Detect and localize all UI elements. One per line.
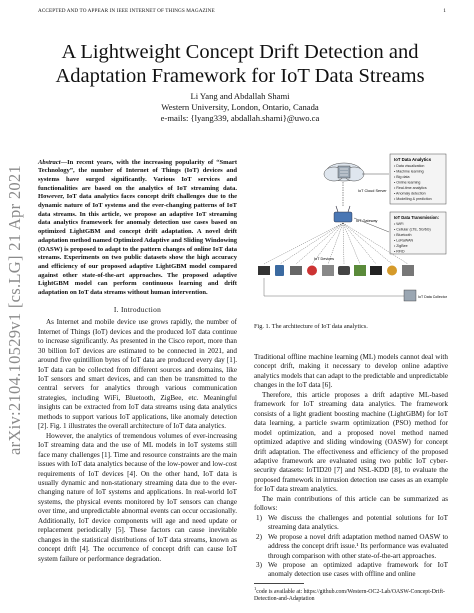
- affiliation: Western University, London, Ontario, Canada: [161, 102, 319, 112]
- footnote: [254, 585, 448, 603]
- figure-caption: Fig. 1. The architecture of IoT data analytics.: [254, 323, 368, 330]
- transmission-item: • Bluetooth: [394, 233, 412, 237]
- bulb-icon: [387, 266, 397, 276]
- right-column: [254, 353, 448, 580]
- laptop-icon: [258, 266, 270, 275]
- page-number: 1: [443, 8, 446, 14]
- analytics-item: • Modelling & prediction: [394, 197, 432, 201]
- contributions-list: [254, 514, 448, 580]
- analytics-item: • Big data: [394, 175, 410, 179]
- analytics-item: • Real-time analytics: [394, 186, 427, 190]
- abstract-label: Abstract: [38, 158, 61, 166]
- journal-header: ACCEPTED AND TO APPEAR IN IEEE INTERNET OF THINGS MAGAZINE: [38, 8, 215, 14]
- abstract: [38, 159, 237, 298]
- analytics-item: • Data visualization: [394, 164, 425, 168]
- transmission-item: • WiFi: [394, 222, 404, 226]
- gateway-icon: [334, 212, 352, 222]
- tv-icon: [370, 266, 382, 275]
- appliance-icon: [322, 265, 334, 276]
- right-paragraph-1: Traditional offline machine learning (ML) models cannot deal with concept drift, making it necessary to develop online adaptive analytics models that can adapt to the predictable and unpredictable changes in the IoT data [6].: [254, 353, 448, 390]
- intro-paragraph-1: As Internet and mobile device use grows rapidly, the number of Internet of Things (IoT) devices and the produced IoT data continue to increase significantly. As presented in the Cisco report, more than 30 billion IoT devices are estimated to be connected in 2021, and around five quintillion bytes of IoT data are produced every day [1]. IoT data can be collected from different sources and domains, like IoT sensors and smart devices, and can then be transmitted to the central servers for analytics through various communication strategies, including WiFi, Bluetooth, ZigBee, etc. Meaningful insights can be extracted from IoT data streams using data analytics methods to support various IoT applications, like anomaly detection [2]. Fig. 1 illustrates the overall architecture of IoT data analytics.: [38, 318, 237, 431]
- analytics-item: • Anomaly detection: [394, 191, 426, 196]
- list-item: 2) We propose a novel drift adaptation method named OASW to address the concept drift issue.¹ Its performance was evaluated through comparison with other state-of-the-art approaches.: [256, 532, 448, 560]
- intro-paragraph-2: However, the analytics of tremendous volumes of ever-increasing IoT streaming data and the use of ML models in IoT systems still face many challenges [1]. Time and resource constraints are the main issues with IoT data analytics because of the low-power and low-cost requirements of IoT devices [4]. On the other hand, IoT data is usually dynamic and non-stationary streaming data due to the ever-changing nature of IoT systems and applications. In real-world IoT systems, the physical events monitored by IoT sensors can change over time, and unpredictable abnormal events can occur occasionally. Additionally, IoT device components will age and need update or replacement periodically [5]. These factors can cause inevitable changes in the statistical distributions of IoT data streams, known as concept drift [4]. The occurrence of concept drift can cause IoT system failure or performance degradation.: [38, 431, 237, 563]
- list-item: 1) We discuss the challenges and potential solutions for IoT streaming data analytics.: [256, 513, 448, 532]
- analytics-box-title: IoT Data Analytics: [394, 157, 432, 162]
- cloud-server-label: IoT Cloud Server: [358, 189, 387, 193]
- title-line-2: Adaptation Framework for IoT Data Streams: [55, 65, 425, 87]
- transmission-item: • Cellular (LTE, 5G/6G): [394, 227, 431, 232]
- list-item: 3) We propose an optimized adaptive framework for IoT anomaly detection use cases with offline and online: [256, 560, 448, 579]
- architecture-figure: [254, 152, 448, 312]
- paper-title: [30, 40, 450, 88]
- camera-icon: [290, 266, 302, 275]
- author-emails: e-mails: {lyang339, abdallah.shami}@uwo.ca: [160, 113, 320, 123]
- authors: Li Yang and Abdallah Shami: [190, 91, 290, 101]
- device-row: [258, 265, 414, 276]
- arxiv-identifier: arXiv:2104.10529v1 [cs.LG] 21 Apr 2021: [5, 164, 24, 456]
- introduction-heading: I. Introduction: [113, 304, 162, 314]
- phone-icon: [275, 265, 284, 276]
- sensor-icon: [307, 266, 317, 276]
- architecture-diagram: [254, 152, 448, 312]
- watch-icon: [402, 265, 414, 276]
- footnote-divider: [254, 583, 304, 584]
- title-line-1: A Lightweight Concept Drift Detection and: [61, 41, 419, 63]
- analytics-item: • Online learning: [394, 180, 421, 185]
- car-icon: [338, 266, 350, 275]
- collector-icon: [404, 290, 416, 301]
- footnote-text: code is available at: https://github.com/Western-OC2-Lab/OASW-Concept-Drift-Detection-and-Adaptation: [254, 588, 445, 603]
- analytics-item: • Machine learning: [394, 169, 424, 174]
- collector-label: IoT Data Collector: [418, 295, 447, 299]
- transmission-item: • LoRaWAN: [394, 238, 414, 243]
- device-links: [264, 223, 408, 264]
- transmission-item: • RFID: [394, 249, 405, 254]
- devices-label: IoT Devices: [314, 257, 334, 261]
- transmission-box-title: IoT Data Transmission:: [394, 215, 440, 220]
- abstract-text: —In recent years, with the increasing popularity of “Smart Technology”, the number of Internet of Things (IoT) devices and systems have surged significantly. Various IoT services and functionalities are based on the analytics of IoT streaming data. However, IoT data analytics faces concept drift challenges due to the dynamic nature of IoT systems and the ever-changing patterns of IoT data streams. In this article, we propose an adaptive IoT streaming data analytics framework for anomaly detection use cases based on optimized LightGBM and concept drift adaptation. A novel drift adaptation method named Optimized Adaptive and Sliding Windowing (OASW) is proposed to adapt to the pattern changes of online IoT data streams. Experiments on two public datasets show the high accuracy and efficiency of our proposed adaptive LightGBM model compared against other state-of-the-art approaches. The proposed adaptive LightGBM model can perform continuous learning and drift adaptation on IoT data streams without human intervention.: [38, 158, 237, 297]
- arxiv-stamp: [4, 120, 26, 500]
- thermostat-icon: [354, 265, 366, 276]
- right-paragraph-3: The main contributions of this article can be summarized as follows:: [254, 494, 448, 513]
- gateway-label: IoT Gateway: [356, 219, 378, 223]
- transmission-item: • ZigBee: [394, 244, 408, 248]
- footnote-mark: 1: [254, 586, 257, 591]
- left-column: [38, 152, 237, 564]
- cloud-icon: [324, 163, 364, 181]
- right-paragraph-2: Therefore, this article proposes a drift adaptive ML-based framework for IoT streaming data analytics. The framework consists of a light gradient boosting machine (LightGBM) for IoT data learning, a particle swarm optimization (PSO) method for model optimization, and a proposed novel method named optimized adaptive and sliding windowing (OASW) for concept drift adaptation. The effectiveness and efficiency of the proposed adaptive framework are evaluated using two public IoT cyber-security datasets: IoTID20 [7] and NSL-KDD [8], to evaluate the proposed framework in intrusion detection use cases as an example for IoT data stream analytics.: [254, 390, 448, 494]
- running-head: [38, 8, 446, 17]
